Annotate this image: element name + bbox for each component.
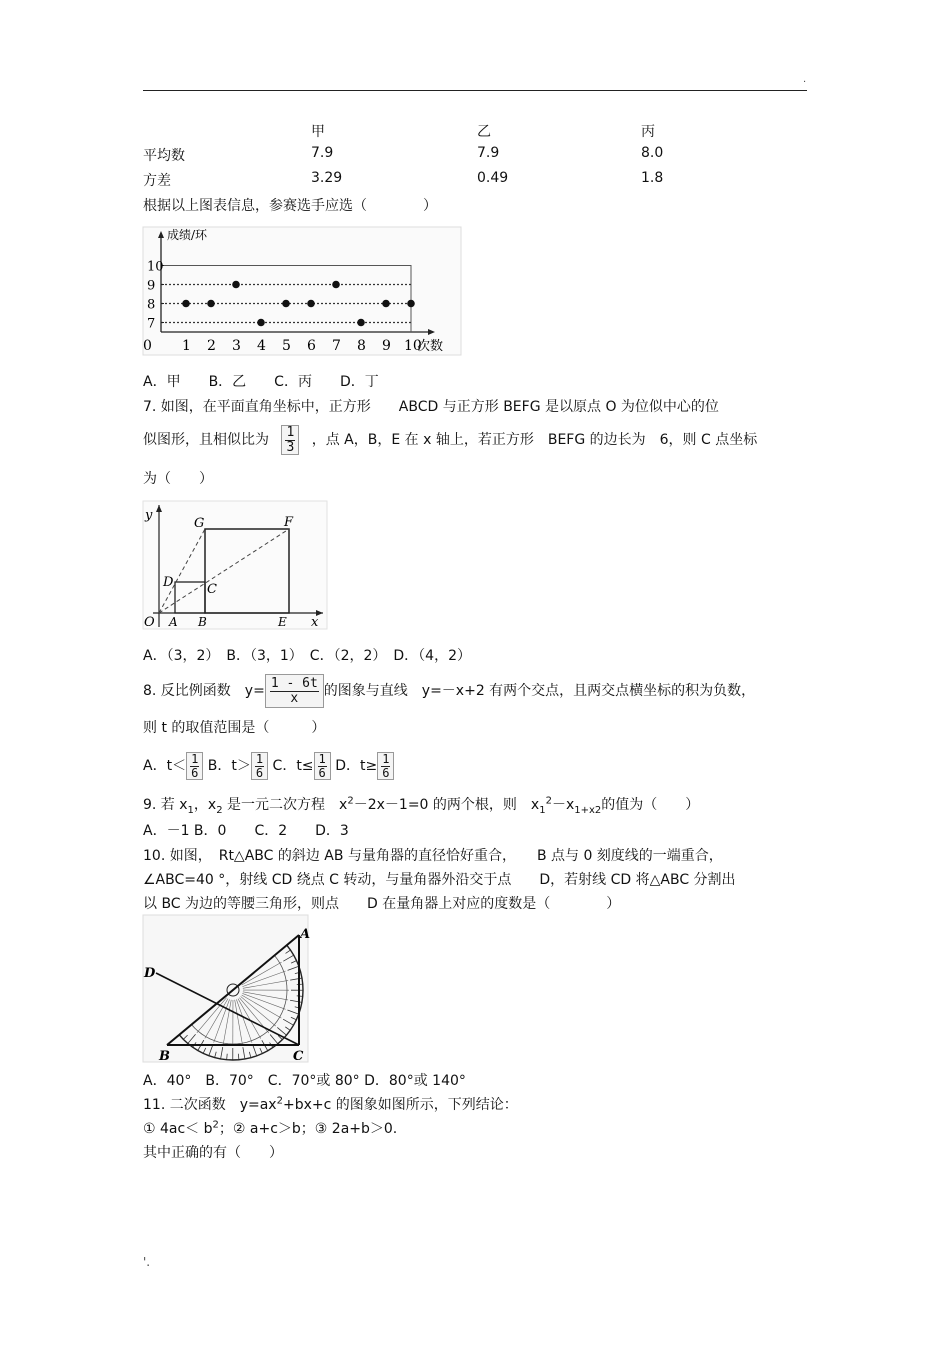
q8-opt-a-frac — [186, 752, 203, 780]
opt-den: 6 — [382, 765, 390, 780]
q11-line1 — [143, 1094, 518, 1114]
q9-sup2: 2 — [545, 795, 552, 807]
q8-opt-b-frac — [251, 752, 268, 780]
q10-line3: 以 BC 为边的等腰三角形，则点 D 在量角器上对应的度数是（ ） — [143, 896, 621, 912]
ratio-den: 3 — [286, 439, 295, 455]
q8-opt-a: A．t＜ — [143, 758, 187, 774]
q8-opt-c-frac — [314, 752, 331, 780]
label-c: C — [207, 582, 217, 597]
var-yi: 0.49 — [477, 170, 509, 186]
label-a: A — [300, 927, 311, 942]
q10-line2: ∠ABC=40 °，射线 CD 绕点 C 转动，与量角器外沿交于点 D，若射线 CD 将△ABC 分割出 — [143, 872, 736, 888]
data-point — [332, 281, 340, 289]
opt-num: 1 — [191, 751, 199, 766]
y-tick-label: 9 — [147, 278, 156, 294]
q7-line2-b: ，点 A，B，E 在 x 轴上，若正方形 BEFG 的边长为 6，则 C 点坐标 — [311, 432, 758, 448]
q9-sub1: 1 — [187, 804, 194, 816]
q11-sup2: 2 — [212, 1119, 219, 1131]
data-point — [232, 281, 240, 289]
q11-line2 — [143, 1118, 397, 1138]
x-tick-label: 3 — [232, 338, 241, 354]
q9-b: ，x — [193, 797, 217, 813]
label-c: C — [293, 1049, 304, 1064]
protractor-tick — [238, 1054, 239, 1060]
q8-opt-d-frac — [377, 752, 394, 780]
q9-options: A．－1 B．0 C．2 D．3 — [143, 823, 349, 839]
q9-sup1: 2 — [347, 795, 354, 807]
x-tick-label: 8 — [357, 338, 366, 354]
x-tick-label: 1 — [182, 338, 191, 354]
q7-line2 — [143, 420, 757, 460]
x-tick-label: 6 — [307, 338, 316, 354]
label-x: x — [311, 615, 319, 630]
x-tick-label: 9 — [382, 338, 391, 354]
q8-frac-den: x — [290, 690, 299, 706]
q9-a: 9. 若 x — [143, 797, 188, 813]
q9-c: 是一元二次方程 x — [222, 797, 348, 813]
var-jia: 3.29 — [311, 170, 343, 186]
data-point — [182, 300, 190, 308]
q8-opt-d: D．t≥ — [335, 758, 378, 774]
protractor-figure — [143, 915, 311, 1064]
chart-title: 成绩/环 — [167, 228, 208, 242]
y-tick-label: 8 — [147, 297, 156, 313]
q9-line1 — [143, 794, 699, 816]
protractor-tick — [227, 1054, 228, 1060]
q9-sub2: 2 — [216, 804, 223, 816]
ratio-fraction — [281, 425, 299, 455]
y-tick-label: 7 — [147, 316, 156, 332]
data-point — [207, 300, 215, 308]
data-point — [407, 300, 415, 308]
opt-den: 6 — [318, 765, 326, 780]
x-tick-label: 10 — [404, 338, 422, 354]
q8-line1 — [143, 668, 755, 714]
mean-jia: 7.9 — [311, 145, 334, 161]
ratio-num: 1 — [286, 424, 295, 440]
label-d: D — [163, 575, 174, 590]
col-jia: 甲 — [311, 124, 325, 140]
q11-sup1: 2 — [276, 1095, 283, 1107]
opt-den: 6 — [191, 765, 199, 780]
mean-bing: 8.0 — [641, 145, 664, 161]
q9-f: 的值为（ ） — [601, 797, 700, 813]
label-d: D — [144, 966, 156, 981]
q9-sub4: 1+x2 — [574, 804, 602, 816]
label-b: B — [198, 615, 207, 629]
data-point — [307, 300, 315, 308]
label-y: y — [145, 508, 153, 523]
q8-options — [143, 745, 394, 787]
score-chart — [143, 227, 461, 355]
col-bing: 丙 — [641, 124, 655, 140]
data-point — [357, 319, 365, 327]
q11-line1-a: 11. 二次函数 y=ax — [143, 1097, 277, 1113]
data-point — [382, 300, 390, 308]
q8-prefix: 8. 反比例函数 y= — [143, 683, 265, 699]
x-tick-label: 0 — [143, 338, 152, 354]
q11-line2-b: ；② a+c＞b；③ 2a+b＞0. — [218, 1121, 398, 1137]
x-tick-label: 5 — [282, 338, 291, 354]
mean-yi: 7.9 — [477, 145, 500, 161]
opt-den: 6 — [255, 765, 264, 780]
q8-fraction — [265, 674, 324, 708]
x-tick-label: 4 — [257, 338, 266, 354]
label-a: A — [169, 615, 178, 629]
q8-opt-b: B．t＞ — [207, 758, 251, 774]
q11-line2-a: ① 4ac＜ b — [143, 1121, 213, 1137]
opt-num: 1 — [318, 751, 326, 766]
q8-frac-num: 1 - 6t — [270, 675, 318, 691]
q8-suffix: 的图象与直线 y=－x+2 有两个交点，且两交点横坐标的积为负数， — [323, 683, 756, 699]
row-variance-label: 方差 — [143, 173, 171, 189]
q6-stem: 根据以上图表信息，参赛选手应选（ ） — [143, 198, 437, 214]
q11-line1-b: +bx+c 的图象如图所示，下列结论： — [282, 1097, 518, 1113]
row-mean-label: 平均数 — [143, 148, 185, 164]
q7-line1: 7. 如图，在平面直角坐标中，正方形 ABCD 与正方形 BEFG 是以原点 O 为位似中心的位 — [143, 399, 719, 415]
footer-mark: '. — [143, 1255, 151, 1269]
q10-line1: 10. 如图， Rt△ABC 的斜边 AB 与量角器的直径恰好重合， B 点与 0 刻度线的一端重合， — [143, 848, 723, 864]
data-point — [282, 300, 290, 308]
q9-sub3: 1 — [539, 804, 546, 816]
label-e: E — [278, 615, 287, 629]
q7-figure — [143, 501, 327, 629]
q7-line2-a: 似图形，且相似比为 — [143, 432, 269, 448]
q8-line2: 则 t 的取值范围是（ ） — [143, 720, 326, 736]
opt-num: 1 — [382, 751, 390, 766]
label-f: F — [284, 515, 294, 530]
x-axis-label: 次数 — [417, 339, 444, 354]
opt-num: 1 — [255, 751, 264, 766]
var-bing: 1.8 — [641, 170, 664, 186]
label-o: O — [144, 615, 155, 630]
q9-d: －2x－1=0 的两个根，则 x — [353, 797, 540, 813]
header-mark: . — [803, 74, 807, 85]
q6-options: A．甲 B．乙 C．丙 D．丁 — [143, 374, 379, 390]
col-yi: 乙 — [477, 124, 491, 140]
q7-options: A．（3，2） B．（3，1） C．（2，2） D．（4，2） — [143, 648, 471, 664]
q9-e: －x — [551, 797, 575, 813]
label-g: G — [194, 516, 205, 531]
q8-opt-c: C．t≤ — [272, 758, 314, 774]
q11-line3: 其中正确的有（ ） — [143, 1145, 283, 1161]
q7-line3: 为（ ） — [143, 471, 213, 487]
y-tick-label: 10 — [147, 259, 164, 275]
data-point — [257, 319, 265, 327]
q10-options: A．40° B．70° C．70°或 80° D．80°或 140° — [143, 1073, 466, 1089]
label-b: B — [159, 1049, 170, 1064]
x-tick-label: 7 — [332, 338, 341, 354]
x-tick-label: 2 — [207, 338, 216, 354]
header-rule — [143, 90, 807, 91]
